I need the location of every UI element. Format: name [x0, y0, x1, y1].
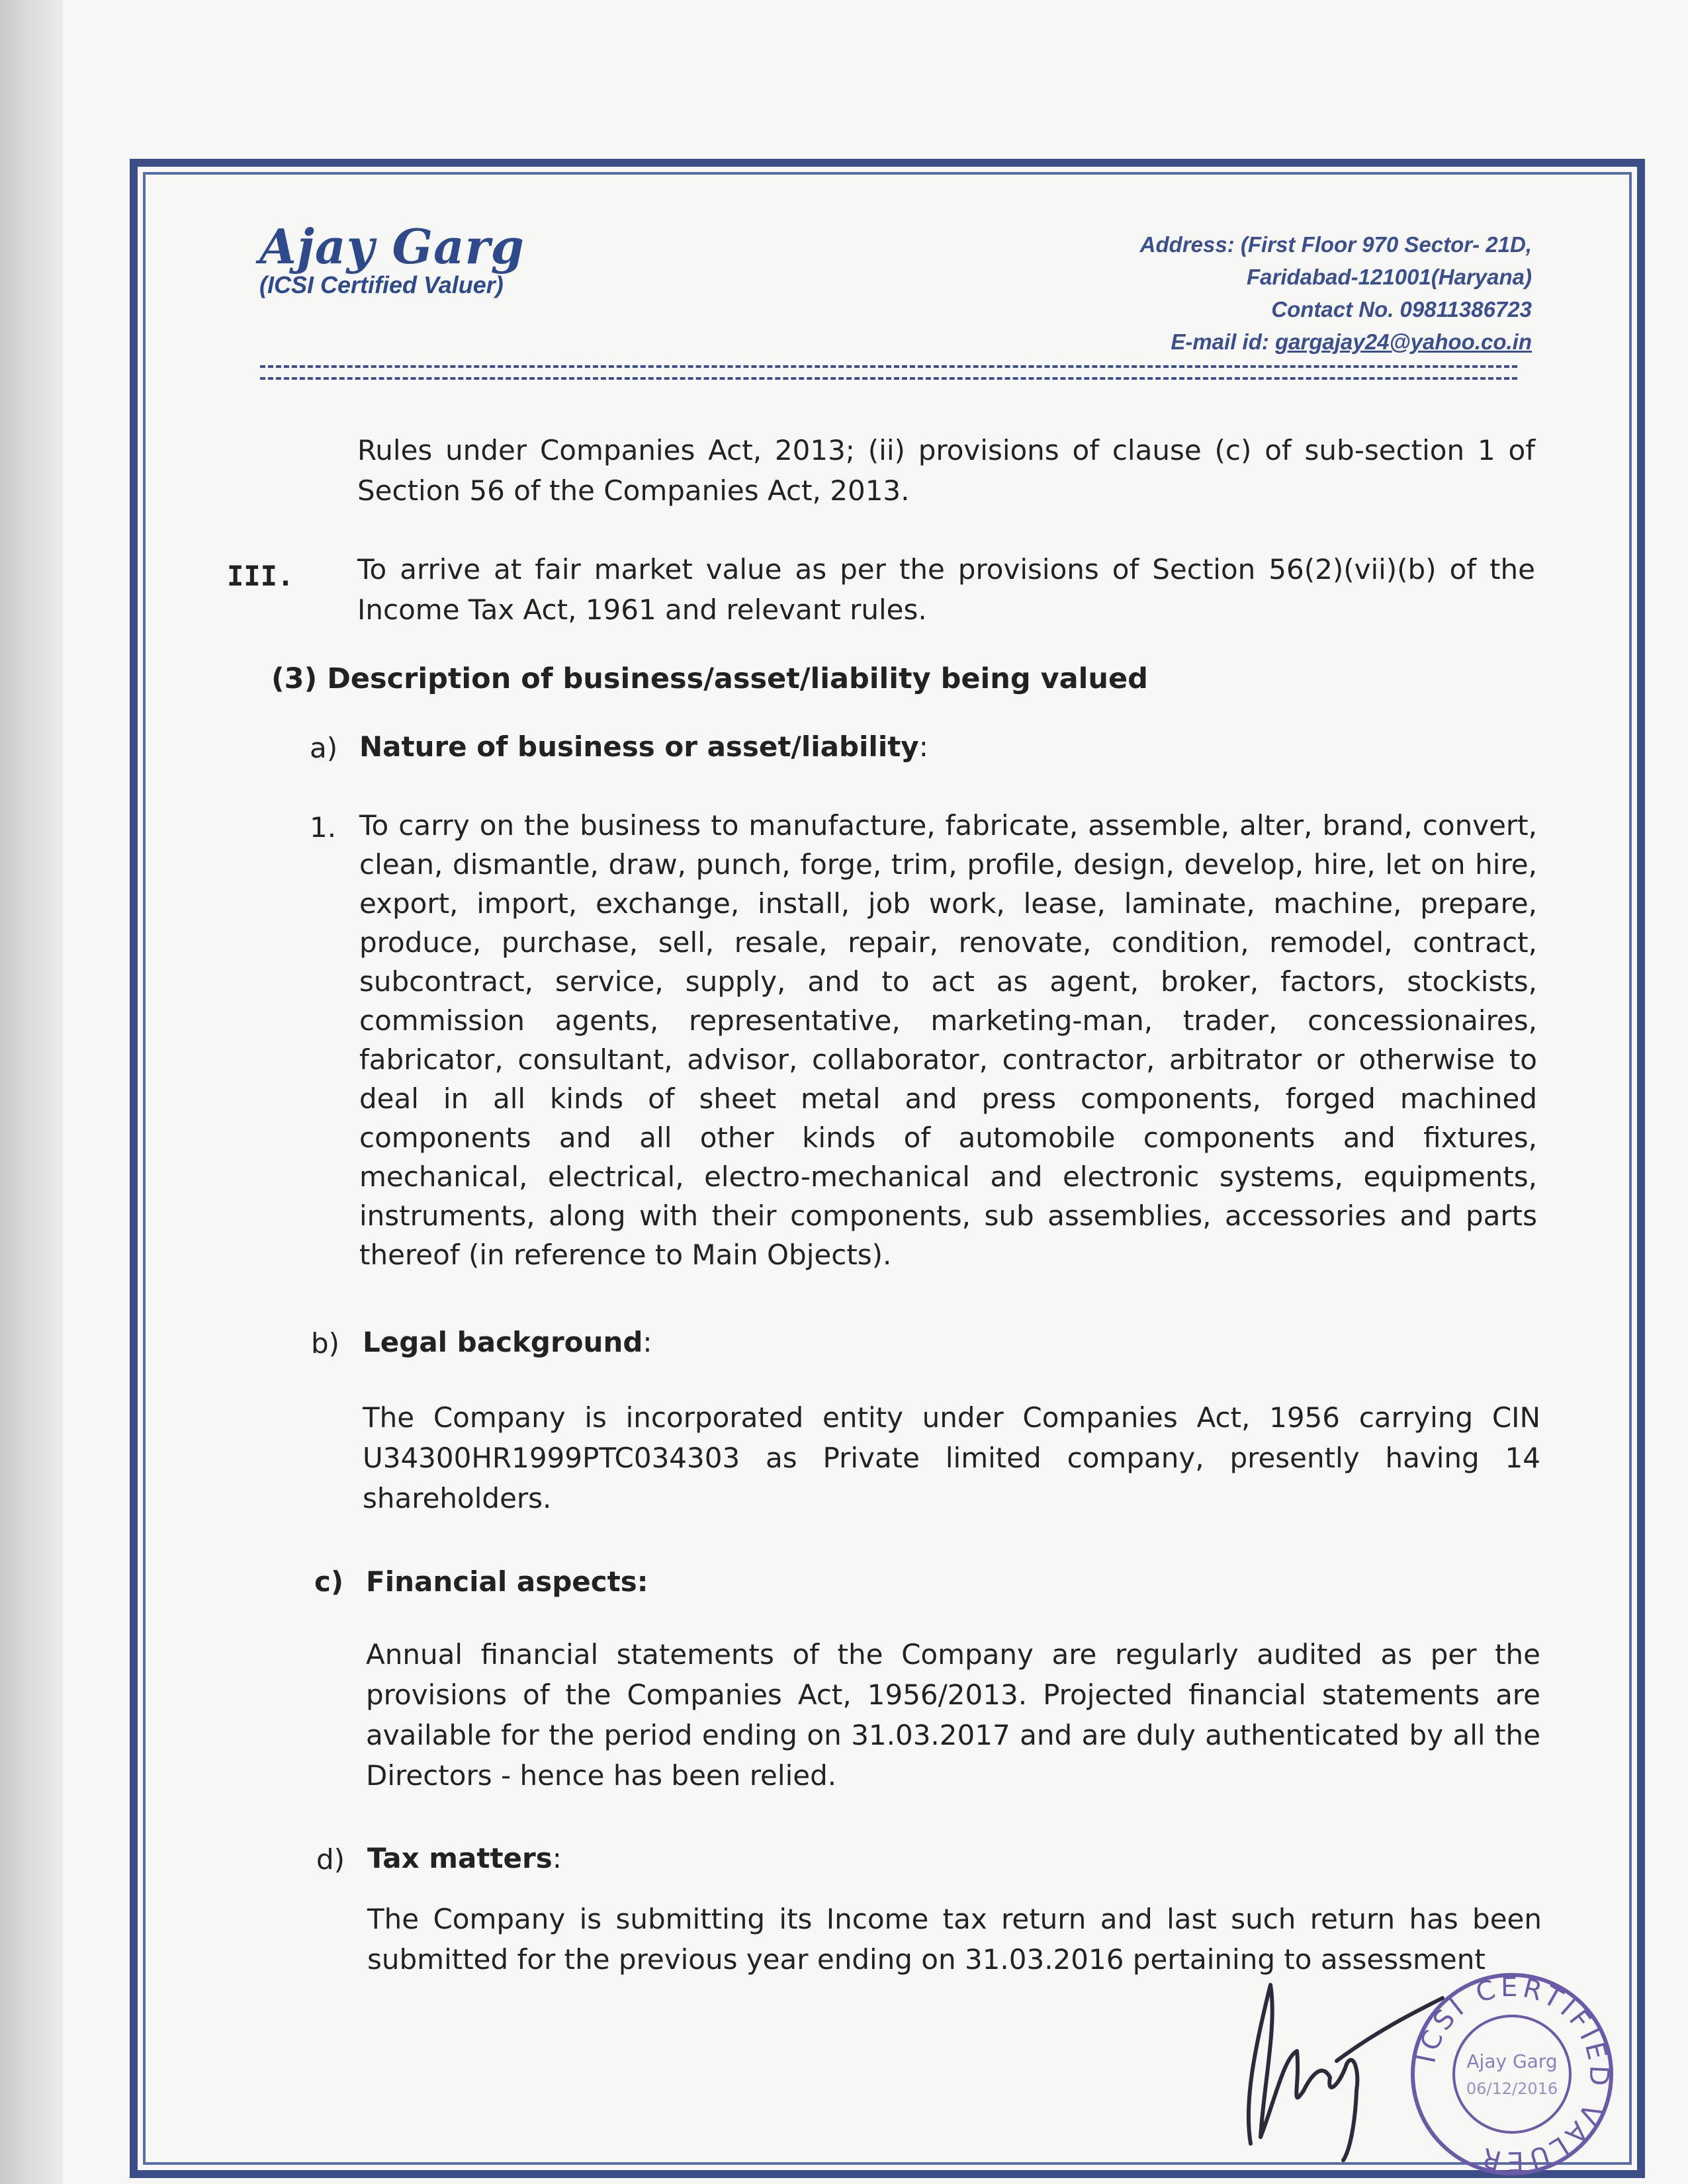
address-line-1: Address: (First Floor 970 Sector- 21D,	[1139, 232, 1532, 257]
item-marker-iii: III.	[227, 560, 294, 592]
stamp-center-date: 06/12/2016	[1466, 2079, 1558, 2098]
sub-d-heading	[367, 1838, 562, 1878]
email-link[interactable]: gargajay24@yahoo.co.in	[1275, 329, 1532, 354]
sub-c-title: Financial aspects:	[366, 1565, 648, 1598]
sub-a-marker: a)	[310, 732, 338, 764]
sub-a-title: Nature of business or asset/liability	[359, 730, 919, 763]
sub-b-text: The Company is incorporated entity under Companies Act, 1956 carrying CIN U34300HR1999PTC034303 as Private limited company, presently having 14 shareholders.	[363, 1401, 1540, 1514]
sub-a-heading	[359, 726, 928, 767]
sub-d-colon: :	[552, 1842, 562, 1874]
point-1-marker: 1.	[310, 811, 337, 844]
stamp-ring-text: ICSI CERTIFIED VALUER	[1411, 1972, 1615, 2177]
certified-valuer-stamp	[1406, 1968, 1618, 2180]
email-label: E-mail id:	[1171, 329, 1276, 354]
sub-d-title: Tax matters	[367, 1842, 553, 1874]
stamp-center-name: Ajay Garg	[1466, 2050, 1558, 2072]
continued-paragraph: Rules under Companies Act, 2013; (ii) provisions of clause (c) of sub-section 1 of Section 56 of the Companies Act, 2013.	[357, 434, 1535, 507]
address-line-2: Faridabad-121001(Haryana)	[1246, 265, 1532, 289]
sub-b-title: Legal background	[363, 1326, 643, 1358]
email-line	[870, 326, 1532, 358]
sub-c-text: Annual financial statements of the Company are regularly audited as per the provisions of the Companies Act, 1956/2013. Projected financial statements are available for the period ending on 31.03.2017 and are duly authenticated by all the Directors - hence has been relied.	[366, 1638, 1540, 1792]
contact-number: Contact No. 09811386723	[1271, 297, 1532, 322]
sub-c-marker: c)	[314, 1565, 344, 1598]
letterhead-divider	[260, 365, 1517, 380]
sub-b-colon: :	[643, 1326, 652, 1358]
sub-b-heading	[363, 1322, 652, 1362]
section-3-heading: (3) Description of business/asset/liability being valued	[271, 662, 1148, 695]
item-iii-text: To arrive at fair market value as per the provisions of Section 56(2)(vii)(b) of the Income Tax Act, 1961 and relevant rules.	[357, 553, 1535, 626]
letterhead-name: Ajay Garg	[259, 218, 525, 275]
letterhead-address-block	[870, 228, 1532, 358]
sub-a-colon: :	[918, 730, 928, 763]
sub-d-text: The Company is submitting its Income tax return and last such return has been submitted for the previous year ending on 31.03.2016 pertaining to assessment	[367, 1903, 1542, 1976]
sub-d-marker: d)	[316, 1843, 345, 1876]
point-1-text: To carry on the business to manufacture, fabricate, assemble, alter, brand, convert, clean, dismantle, draw, punch, forge, trim, profile, design, develop, hire, let on hire, export, import, exchange, install, job work, lease, laminate, machine, prepare, produce, purchase, sell, resale, repair, renovate, condition, remodel, contract, subcontract, service, supply, and to act as agent, broker, factors, stockists, commission agents, representative, marketing-man, trader, concessionaires, fabricator, consultant, advisor, collaborator, contractor, arbitrator or otherwise to deal in all kinds of sheet metal and press components, forged machined components and all other kinds of automobile components and fixtures, mechanical, electrical, electro-mechanical and electronic systems, equipments, instruments, along with their components, sub assemblies, accessories and parts thereof (in reference to Main Objects).	[359, 809, 1537, 1271]
sub-b-marker: b)	[311, 1327, 340, 1360]
scan-edge	[0, 0, 63, 2184]
letterhead-subtitle: (ICSI Certified Valuer)	[259, 271, 504, 298]
